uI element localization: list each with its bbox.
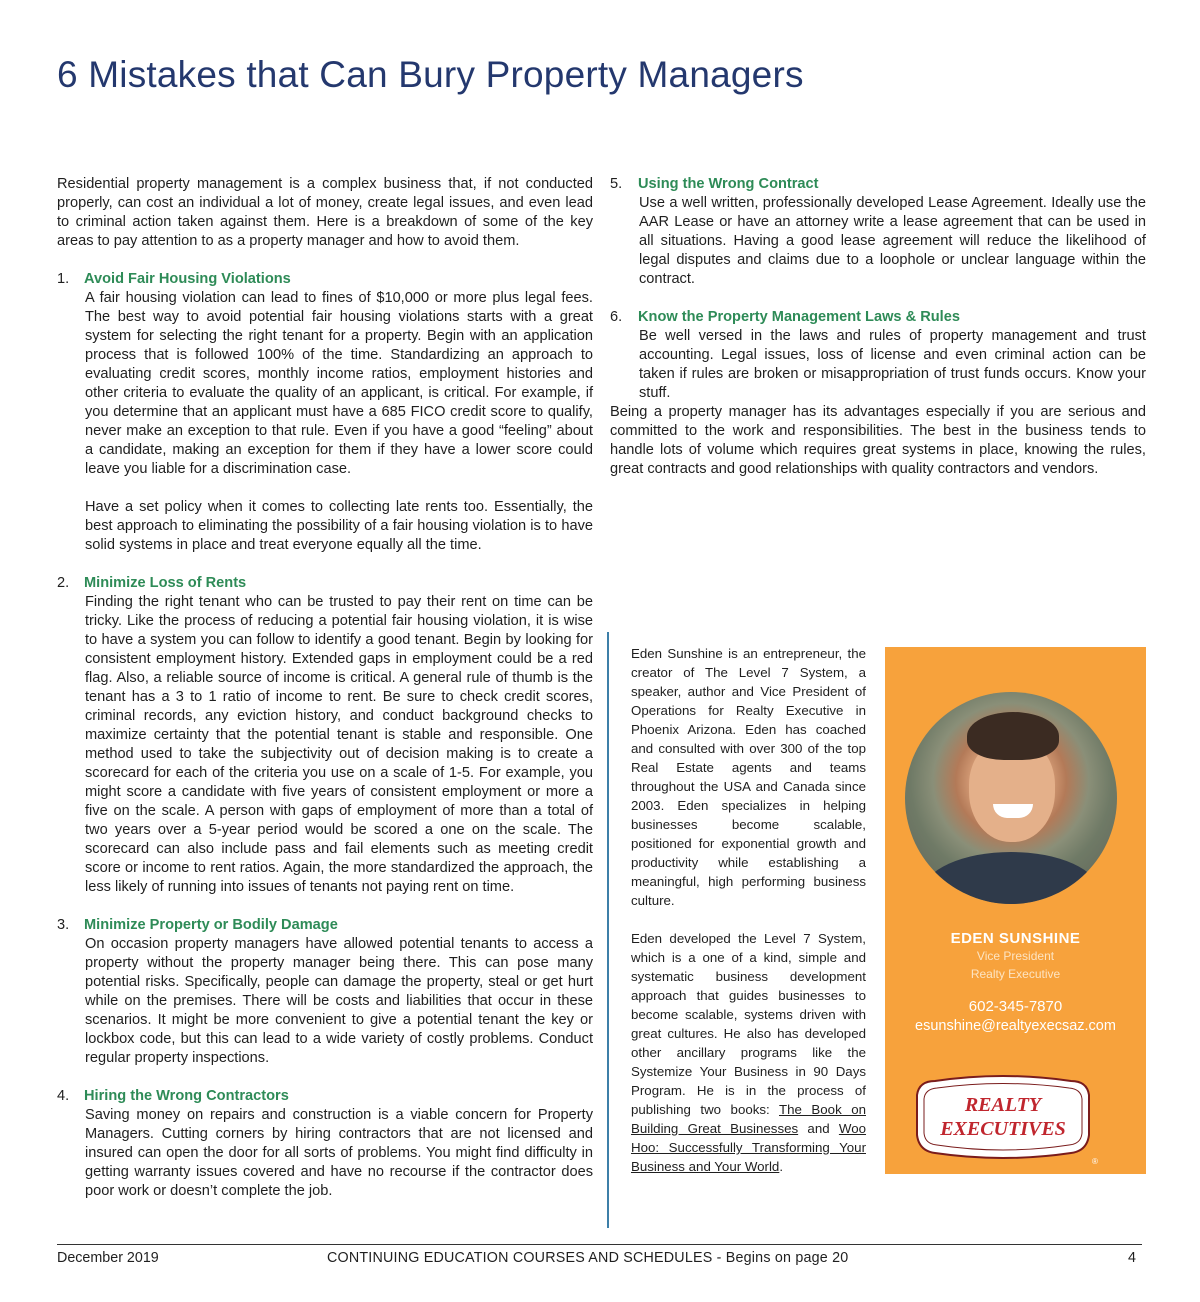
mistake-paragraph: Be well versed in the laws and rules of property management and trust accounting. Legal issues, loss of license and even criminal action can be taken if rules are broken or misappropriation of trust funds occurs. Know your stuff.	[639, 328, 1146, 401]
bio-paragraph	[631, 929, 866, 1176]
mistake-number: 6.	[610, 309, 623, 325]
bio-text: and	[798, 1121, 839, 1136]
mistake-item-3	[57, 916, 593, 1068]
author-name: EDEN SUNSHINE	[950, 930, 1081, 947]
mistake-paragraph: Have a set policy when it comes to collecting late rents too. Essentially, the best approach to eliminating the possibility of a fair housing violation is to have solid systems in place and treat everyone equally all the time.	[85, 499, 593, 553]
closing-paragraph: Being a property manager has its advantages especially if you are serious and committed to the work and responsibilities. The best in the business tends to handle lots of volume which requires great systems in place, knowing the rules, great contracts and good relationships with quality contractors and vendors.	[610, 404, 1146, 477]
bio-text: .	[779, 1159, 784, 1174]
mistake-number: 2.	[57, 575, 70, 591]
author-bio	[631, 644, 866, 1176]
mistake-paragraph: Finding the right tenant who can be trusted to pay their rent on time can be tricky. Like the process of reducing a potential fair housing violation, it is wise to have a system you can follow to identify a good tenant. Begin by looking for consistent employment history. Extended gaps in employment could be a red flag. Also, a reliable source of income is critical. A general rule of thumb is the tenant has a 3 to 1 ratio of income to rent. Be sure to check credit scores, criminal records, any eviction history, and conduct background checks to maximize certainty that the potential tenant is stable and responsible. One method used to take the subjectivity out of decision making is to create a scorecard for each of the criteria you use on a scale of 1-5. For example, you might score a candidate with five years of consistent employment or more a five on the scale. A person with gaps of employment of more than a total of two years over a 5-year period would be scored a one on the scale. The scorecard can also include pass and fail elements such as meeting credit score or income to rent ratios. Again, the more standardized the approach, the less likely of running into issues of tenants not paying rent on time.	[85, 594, 593, 895]
mistake-paragraph: On occasion property managers have allowed potential tenants to access a property without the property manager being there. This can pose many potential risks. Specifically, people can damage the property, steal or get hurt while on the premises. There will be costs and liabilities that occur in these scenarios. It might be more convenient to give a potential tenant the key or lockbox code, but this can lead to a wide variety of costly problems. Conduct regular property inspections.	[85, 936, 593, 1066]
mistake-item-5	[610, 175, 1146, 289]
book-title-link[interactable]: The Book on Building Great Businesses	[631, 1102, 866, 1136]
author-role: Vice President	[976, 949, 1055, 963]
bio-text: Eden developed the Level 7 System, which is a one of a kind, simple and systematic business development approach that guides businesses to become scalable, systems driven with great cultures. He also has developed other ancillary programs like the Systemize Your Business in 90 Days Program. He is in the process of publishing two books:	[631, 931, 866, 1117]
mistake-title: Know the Property Management Laws & Rules	[638, 309, 960, 325]
bio-paragraph: Eden Sunshine is an entrepreneur, the creator of The Level 7 System, a speaker, author and Vice President of Operations for Realty Executive in Phoenix Arizona. Eden has coached and consulted with over 300 of the top Real Estate agents and teams throughout the USA and Canada since 2003. Eden specializes in helping businesses become scalable, positioned for exponential growth and productivity while establishing a meaningful, high performing business culture.	[631, 646, 866, 908]
realty-executives-logo	[915, 1075, 1091, 1159]
mistake-number: 1.	[57, 271, 70, 287]
mistake-item-1	[57, 270, 593, 555]
mistake-title: Minimize Property or Bodily Damage	[84, 917, 338, 933]
author-card	[885, 647, 1146, 1174]
mistake-paragraph: Saving money on repairs and construction is a viable concern for Property Managers. Cutting corners by hiring contractors that are not licensed and insured can open the door for all sorts of problems. You might find difficulty in getting warranty issues covered and have no recourse if the contractor does poor work or doesn’t complete the job.	[85, 1107, 593, 1199]
left-column	[57, 175, 593, 1201]
mistake-item-6	[610, 308, 1146, 403]
logo-text-line1: REALTY	[964, 1094, 1042, 1116]
mistake-item-4	[57, 1087, 593, 1201]
mistake-number: 4.	[57, 1088, 70, 1104]
author-email[interactable]: esunshine@realtyexecsaz.com	[915, 1018, 1116, 1034]
column-divider	[607, 632, 609, 1228]
logo-text-line2: EXECUTIVES	[940, 1118, 1066, 1140]
author-company: Realty Executive	[970, 967, 1061, 981]
footer-note: CONTINUING EDUCATION COURSES AND SCHEDULES - Begins on page 20	[327, 1250, 849, 1266]
footer-date: December 2019	[57, 1250, 159, 1266]
book-title-link[interactable]: Woo Hoo: Successfully Transforming Your Business and Your World	[631, 1121, 867, 1174]
mistake-number: 3.	[57, 917, 70, 933]
mistake-title: Using the Wrong Contract	[638, 176, 819, 192]
mistake-title: Minimize Loss of Rents	[84, 575, 247, 591]
mistake-paragraph: Use a well written, professionally developed Lease Agreement. Ideally use the AAR Lease or have an attorney write a lease agreement that can be used in all situations. Having a good lease agreement will reduce the likelihood of legal disputes and claims due to a loophole or unclear language within the contract.	[639, 195, 1146, 287]
registered-mark: ®	[1092, 1157, 1098, 1166]
mistake-item-2	[57, 574, 593, 897]
author-photo	[905, 692, 1117, 904]
right-column	[610, 175, 1146, 479]
mistake-number: 5.	[610, 176, 623, 192]
intro-paragraph: Residential property management is a complex business that, if not conducted properly, can cost an individual a lot of money, create legal issues, and even lead to criminal action taken against them. Here is a breakdown of some of the key areas to pay attention to as a property manager and how to avoid them.	[57, 176, 593, 249]
mistake-title: Avoid Fair Housing Violations	[84, 271, 291, 287]
footer-divider	[57, 1244, 1142, 1245]
page-number: 4	[1128, 1250, 1136, 1266]
page-title: 6 Mistakes that Can Bury Property Managers	[57, 54, 804, 95]
mistake-paragraph: A fair housing violation can lead to fines of $10,000 or more plus legal fees. The best way to avoid potential fair housing violations starts with a great system for selecting the right tenant for a property. Begin with an application process that is followed 100% of the time. Standardizing an approach to evaluating credit scores, monthly income ratios, employment histories and other criteria to evaluate the quality of an applicant, is critical. For example, if you determine that an applicant must have a 685 FICO credit score to qualify, never make an exception to that rule. Even if you have a good “feeling” about a candidate, making an exception for them if they have a lower score could leave you liable for a discrimination case.	[85, 290, 593, 477]
author-phone[interactable]: 602-345-7870	[968, 998, 1063, 1015]
mistake-title: Hiring the Wrong Contractors	[84, 1088, 289, 1104]
